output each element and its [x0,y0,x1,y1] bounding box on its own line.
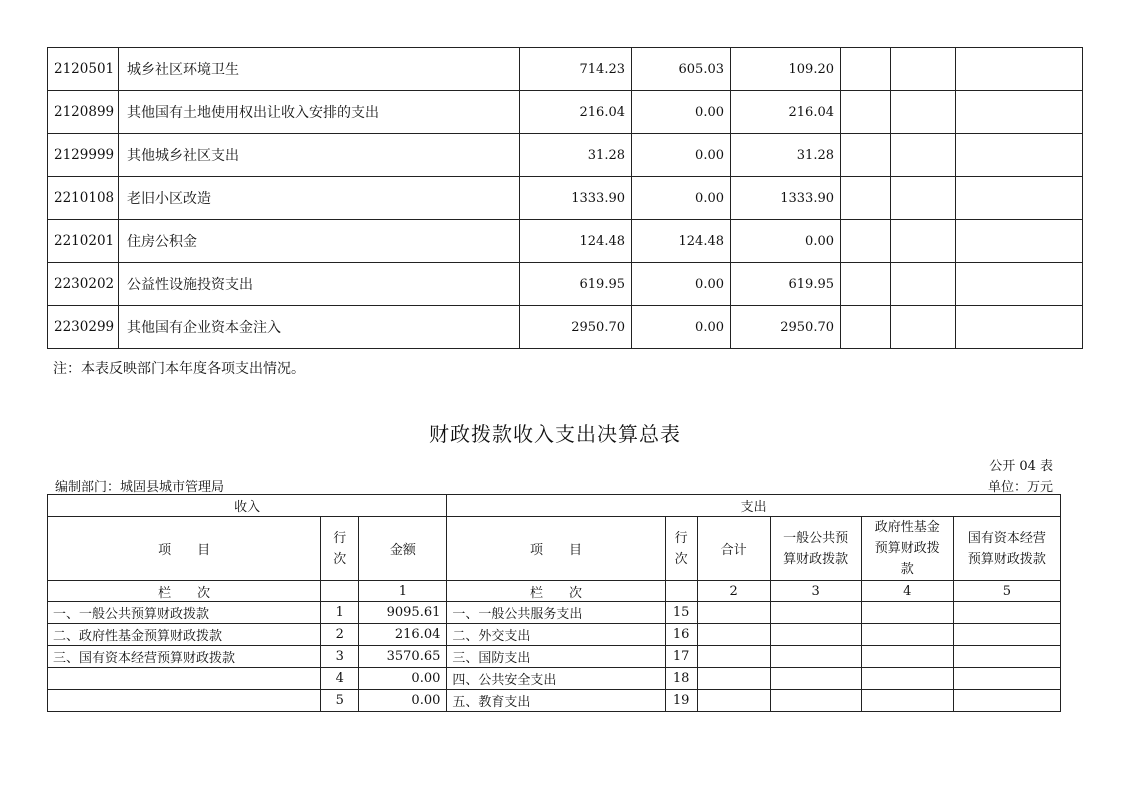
subject-code: 2129999 [48,134,119,177]
expense-fund [861,646,953,668]
income-line-no-header [321,517,359,581]
project-expenditure: 216.04 [731,91,841,134]
form-number: 公开 04 表 [989,459,1053,474]
income-line-no: 2 [321,624,359,646]
expense-general [770,624,861,646]
total-amount: 1333.90 [520,177,632,220]
income-amount: 0.00 [359,668,447,690]
empty-cell [891,134,956,177]
expense-item-header: 项 目 [447,517,665,581]
empty-cell [841,306,891,349]
state-capital-header [953,517,1060,581]
fund-budget-text: 政府性基金预算财政拨款 [874,520,940,577]
empty-cell [891,306,956,349]
expense-state-capital [953,668,1060,690]
basic-expenditure: 605.03 [632,48,731,91]
income-amount: 0.00 [359,690,447,712]
total-amount: 714.23 [520,48,632,91]
empty-cell [956,263,1083,306]
subject-code: 2230202 [48,263,119,306]
expense-lanci: 栏 次 [447,581,665,602]
empty-cell [891,48,956,91]
project-expenditure: 31.28 [731,134,841,177]
expense-total [697,668,770,690]
state-capital-text: 国有资本经营预算财政拨款 [967,530,1046,567]
subject-name: 老旧小区改造 [119,177,520,220]
basic-expenditure: 0.00 [632,263,731,306]
unit-label: 单位：万元 [987,480,1053,495]
empty-cell [841,177,891,220]
total-amount: 31.28 [520,134,632,177]
basic-expenditure: 0.00 [632,306,731,349]
empty-cell [956,306,1083,349]
expense-state-capital [953,602,1060,624]
project-expenditure: 1333.90 [731,177,841,220]
income-item: 三、国有资本经营预算财政拨款 [48,646,321,668]
empty-cell [891,263,956,306]
subject-code: 2210201 [48,220,119,263]
expense-fund [861,690,953,712]
empty-cell [956,177,1083,220]
income-item [48,690,321,712]
expense-line-no: 18 [665,668,697,690]
income-line-no: 1 [321,602,359,624]
expense-total [697,646,770,668]
basic-expenditure: 0.00 [632,177,731,220]
expense-total [697,690,770,712]
subject-name: 住房公积金 [119,220,520,263]
col-index-1: 1 [359,581,447,602]
subject-code: 2120899 [48,91,119,134]
expense-state-capital [953,690,1060,712]
table-row [48,177,1083,220]
fund-budget-header [861,517,953,581]
project-expenditure: 619.95 [731,263,841,306]
subject-name: 其他国有土地使用权出让收入安排的支出 [119,91,520,134]
empty-cell [841,220,891,263]
line-no-text: 行次 [333,530,347,567]
income-amount: 216.04 [359,624,447,646]
table-row [48,220,1083,263]
income-item: 二、政府性基金预算财政拨款 [48,624,321,646]
subject-name: 其他城乡社区支出 [119,134,520,177]
table-row [48,690,1061,712]
compiling-department: 编制部门：城固县城市管理局 [55,480,225,495]
basic-expenditure: 0.00 [632,134,731,177]
total-amount: 216.04 [520,91,632,134]
empty-cell [841,134,891,177]
expense-line-no: 19 [665,690,697,712]
income-amount: 3570.65 [359,646,447,668]
expense-item: 四、公共安全支出 [447,668,665,690]
expense-general [770,646,861,668]
page-title: 财政拨款收入支出决算总表 [429,422,681,446]
table-row [48,91,1083,134]
table-note: 注：本表反映部门本年度各项支出情况。 [53,361,305,377]
income-line-no: 3 [321,646,359,668]
income-item [48,668,321,690]
empty-cell [841,91,891,134]
subject-code: 2210108 [48,177,119,220]
table-row [48,668,1061,690]
empty-cell [321,581,359,602]
expense-line-no-header [665,517,697,581]
table-row [48,134,1083,177]
expense-fund [861,668,953,690]
expense-total [697,624,770,646]
expense-item: 五、教育支出 [447,690,665,712]
expense-line-no: 15 [665,602,697,624]
empty-cell [891,91,956,134]
income-amount: 9095.61 [359,602,447,624]
expense-item: 三、国防支出 [447,646,665,668]
expense-general [770,668,861,690]
expense-total [697,602,770,624]
income-header: 收入 [48,495,447,517]
table-row [48,263,1083,306]
expenditure-detail-table [47,47,1083,349]
empty-cell [841,263,891,306]
subject-name: 城乡社区环境卫生 [119,48,520,91]
total-amount: 619.95 [520,263,632,306]
subject-code: 2120501 [48,48,119,91]
expense-total-header: 合计 [697,517,770,581]
col-index-3: 3 [770,581,861,602]
project-expenditure: 2950.70 [731,306,841,349]
empty-cell [956,134,1083,177]
empty-cell [891,220,956,263]
total-amount: 124.48 [520,220,632,263]
col-index-2: 2 [697,581,770,602]
income-item: 一、一般公共预算财政拨款 [48,602,321,624]
empty-cell [841,48,891,91]
general-budget-text: 一般公共预算财政拨款 [783,530,849,567]
project-expenditure: 109.20 [731,48,841,91]
empty-cell [891,177,956,220]
income-line-no: 5 [321,690,359,712]
table-row [48,624,1061,646]
expense-header: 支出 [447,495,1061,517]
table-row [48,602,1061,624]
income-item-header: 项 目 [48,517,321,581]
expense-general [770,602,861,624]
expense-line-no: 17 [665,646,697,668]
expense-item: 一、一般公共服务支出 [447,602,665,624]
table-row [48,48,1083,91]
col-index-5: 5 [953,581,1060,602]
table-row [48,646,1061,668]
expense-general [770,690,861,712]
expense-line-no: 16 [665,624,697,646]
line-no-text: 行次 [674,530,688,567]
empty-cell [956,220,1083,263]
income-line-no: 4 [321,668,359,690]
expense-state-capital [953,624,1060,646]
table-row [48,306,1083,349]
col-index-4: 4 [861,581,953,602]
subject-name: 公益性设施投资支出 [119,263,520,306]
project-expenditure: 0.00 [731,220,841,263]
fiscal-summary-table [47,494,1061,712]
subject-code: 2230299 [48,306,119,349]
expense-state-capital [953,646,1060,668]
subject-name: 其他国有企业资本金注入 [119,306,520,349]
empty-cell [665,581,697,602]
empty-cell [956,48,1083,91]
total-amount: 2950.70 [520,306,632,349]
expense-item: 二、外交支出 [447,624,665,646]
expense-fund [861,602,953,624]
basic-expenditure: 124.48 [632,220,731,263]
basic-expenditure: 0.00 [632,91,731,134]
income-lanci: 栏 次 [48,581,321,602]
expense-fund [861,624,953,646]
empty-cell [956,91,1083,134]
income-amount-header: 金额 [359,517,447,581]
general-budget-header [770,517,861,581]
